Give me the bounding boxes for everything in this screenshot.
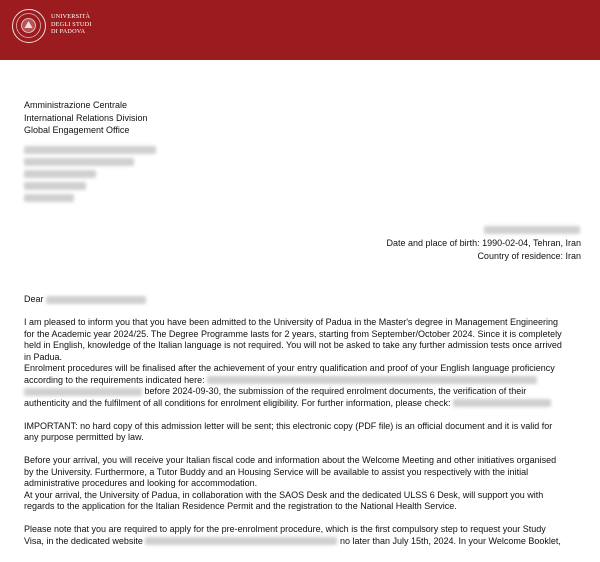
paragraph-line: At your arrival, the University of Padua, in collaboration with the SAOS Desk and the dedicated ULSS 6 Desk, will support you with (24, 489, 544, 500)
redacted-website (145, 537, 337, 545)
letterhead-banner (0, 0, 600, 60)
paragraph-line (24, 536, 584, 548)
further-info-text: authenticity and the fulfilment of all conditions for enrolment eligibility. For further information, please check: (24, 397, 451, 408)
salutation: Dear (24, 294, 44, 304)
paragraph-line: I am pleased to inform you that you have been admitted to the University of Padua in the Master's degree in Management Engineering (24, 317, 559, 327)
paragraph-line (24, 398, 584, 410)
redacted-link (207, 376, 537, 384)
paragraph-line (24, 375, 584, 387)
redacted-link (24, 388, 142, 396)
paragraph-line: administrative procedures and looking for accommodation. (24, 478, 258, 488)
paragraph-line: any purpose permitted by law. (24, 432, 144, 442)
paragraph-line: regards to the application for the Italian Residence Permit and the registration to the National Health Service. (24, 501, 457, 511)
paragraph-line (24, 386, 584, 398)
paragraph-line: by the University. Furthermore, a Tutor Buddy and an Housing Service will be available to assist you respectively with the initial (24, 466, 529, 477)
office-line: Amministrazione Centrale (24, 100, 128, 110)
university-seal-icon (12, 9, 46, 43)
sender-office-block (24, 99, 148, 137)
university-name (51, 13, 92, 36)
salutation-line (24, 294, 584, 306)
birth-details: Date and place of birth: 1990-02-04, Tehran, Iran (386, 238, 581, 248)
deadline-text: before 2024-09-30, the submission of the required enrolment documents, the verification of their (144, 386, 527, 396)
requirements-text: according to the requirements indicated here: (24, 374, 205, 385)
university-name-line: DEGLI STUDI (51, 20, 92, 28)
redacted-link (453, 399, 551, 407)
office-line: Global Engagement Office (24, 125, 130, 135)
paragraph-line: for the Academic year 2024/25. The Degree Programme lasts for 2 years, starting from September/October 2024. Since it is completely (24, 328, 562, 339)
applicant-details (387, 237, 581, 262)
letter-body (24, 294, 584, 547)
redacted-recipient-name (46, 296, 146, 304)
university-name-line: DI PADOVA (51, 28, 86, 36)
visa-text: Visa, in the dedicated website (24, 535, 143, 546)
university-name-line: UNIVERSITÀ (51, 13, 91, 20)
paragraph-line: IMPORTANT: no hard copy of this admission letter will be sent; this electronic copy (PDF file) is an official document and it is valid for (24, 420, 553, 431)
paragraph-line: held in English, knowledge of the Italian language is not required. You will not be asked to take any further admission tests once arrived (24, 340, 562, 350)
paragraph-line: Please note that you are required to apply for the pre-enrolment procedure, which is the first compulsory step to request your Study (24, 524, 546, 534)
visa-deadline-text: no later than July 15th, 2024. In your Welcome Booklet, (339, 535, 561, 546)
office-line: International Relations Division (24, 112, 148, 123)
residence-details: Country of residence: Iran (477, 250, 581, 261)
paragraph-line: Enrolment procedures will be finalised after the achievement of your entry qualification and proof of your English language proficiency (24, 363, 555, 373)
paragraph-line: in Padua. (24, 351, 63, 362)
redacted-applicant-name (484, 226, 580, 234)
paragraph-line: Before your arrival, you will receive your Italian fiscal code and information about the Welcome Meeting and other initiatives organised (24, 455, 557, 465)
